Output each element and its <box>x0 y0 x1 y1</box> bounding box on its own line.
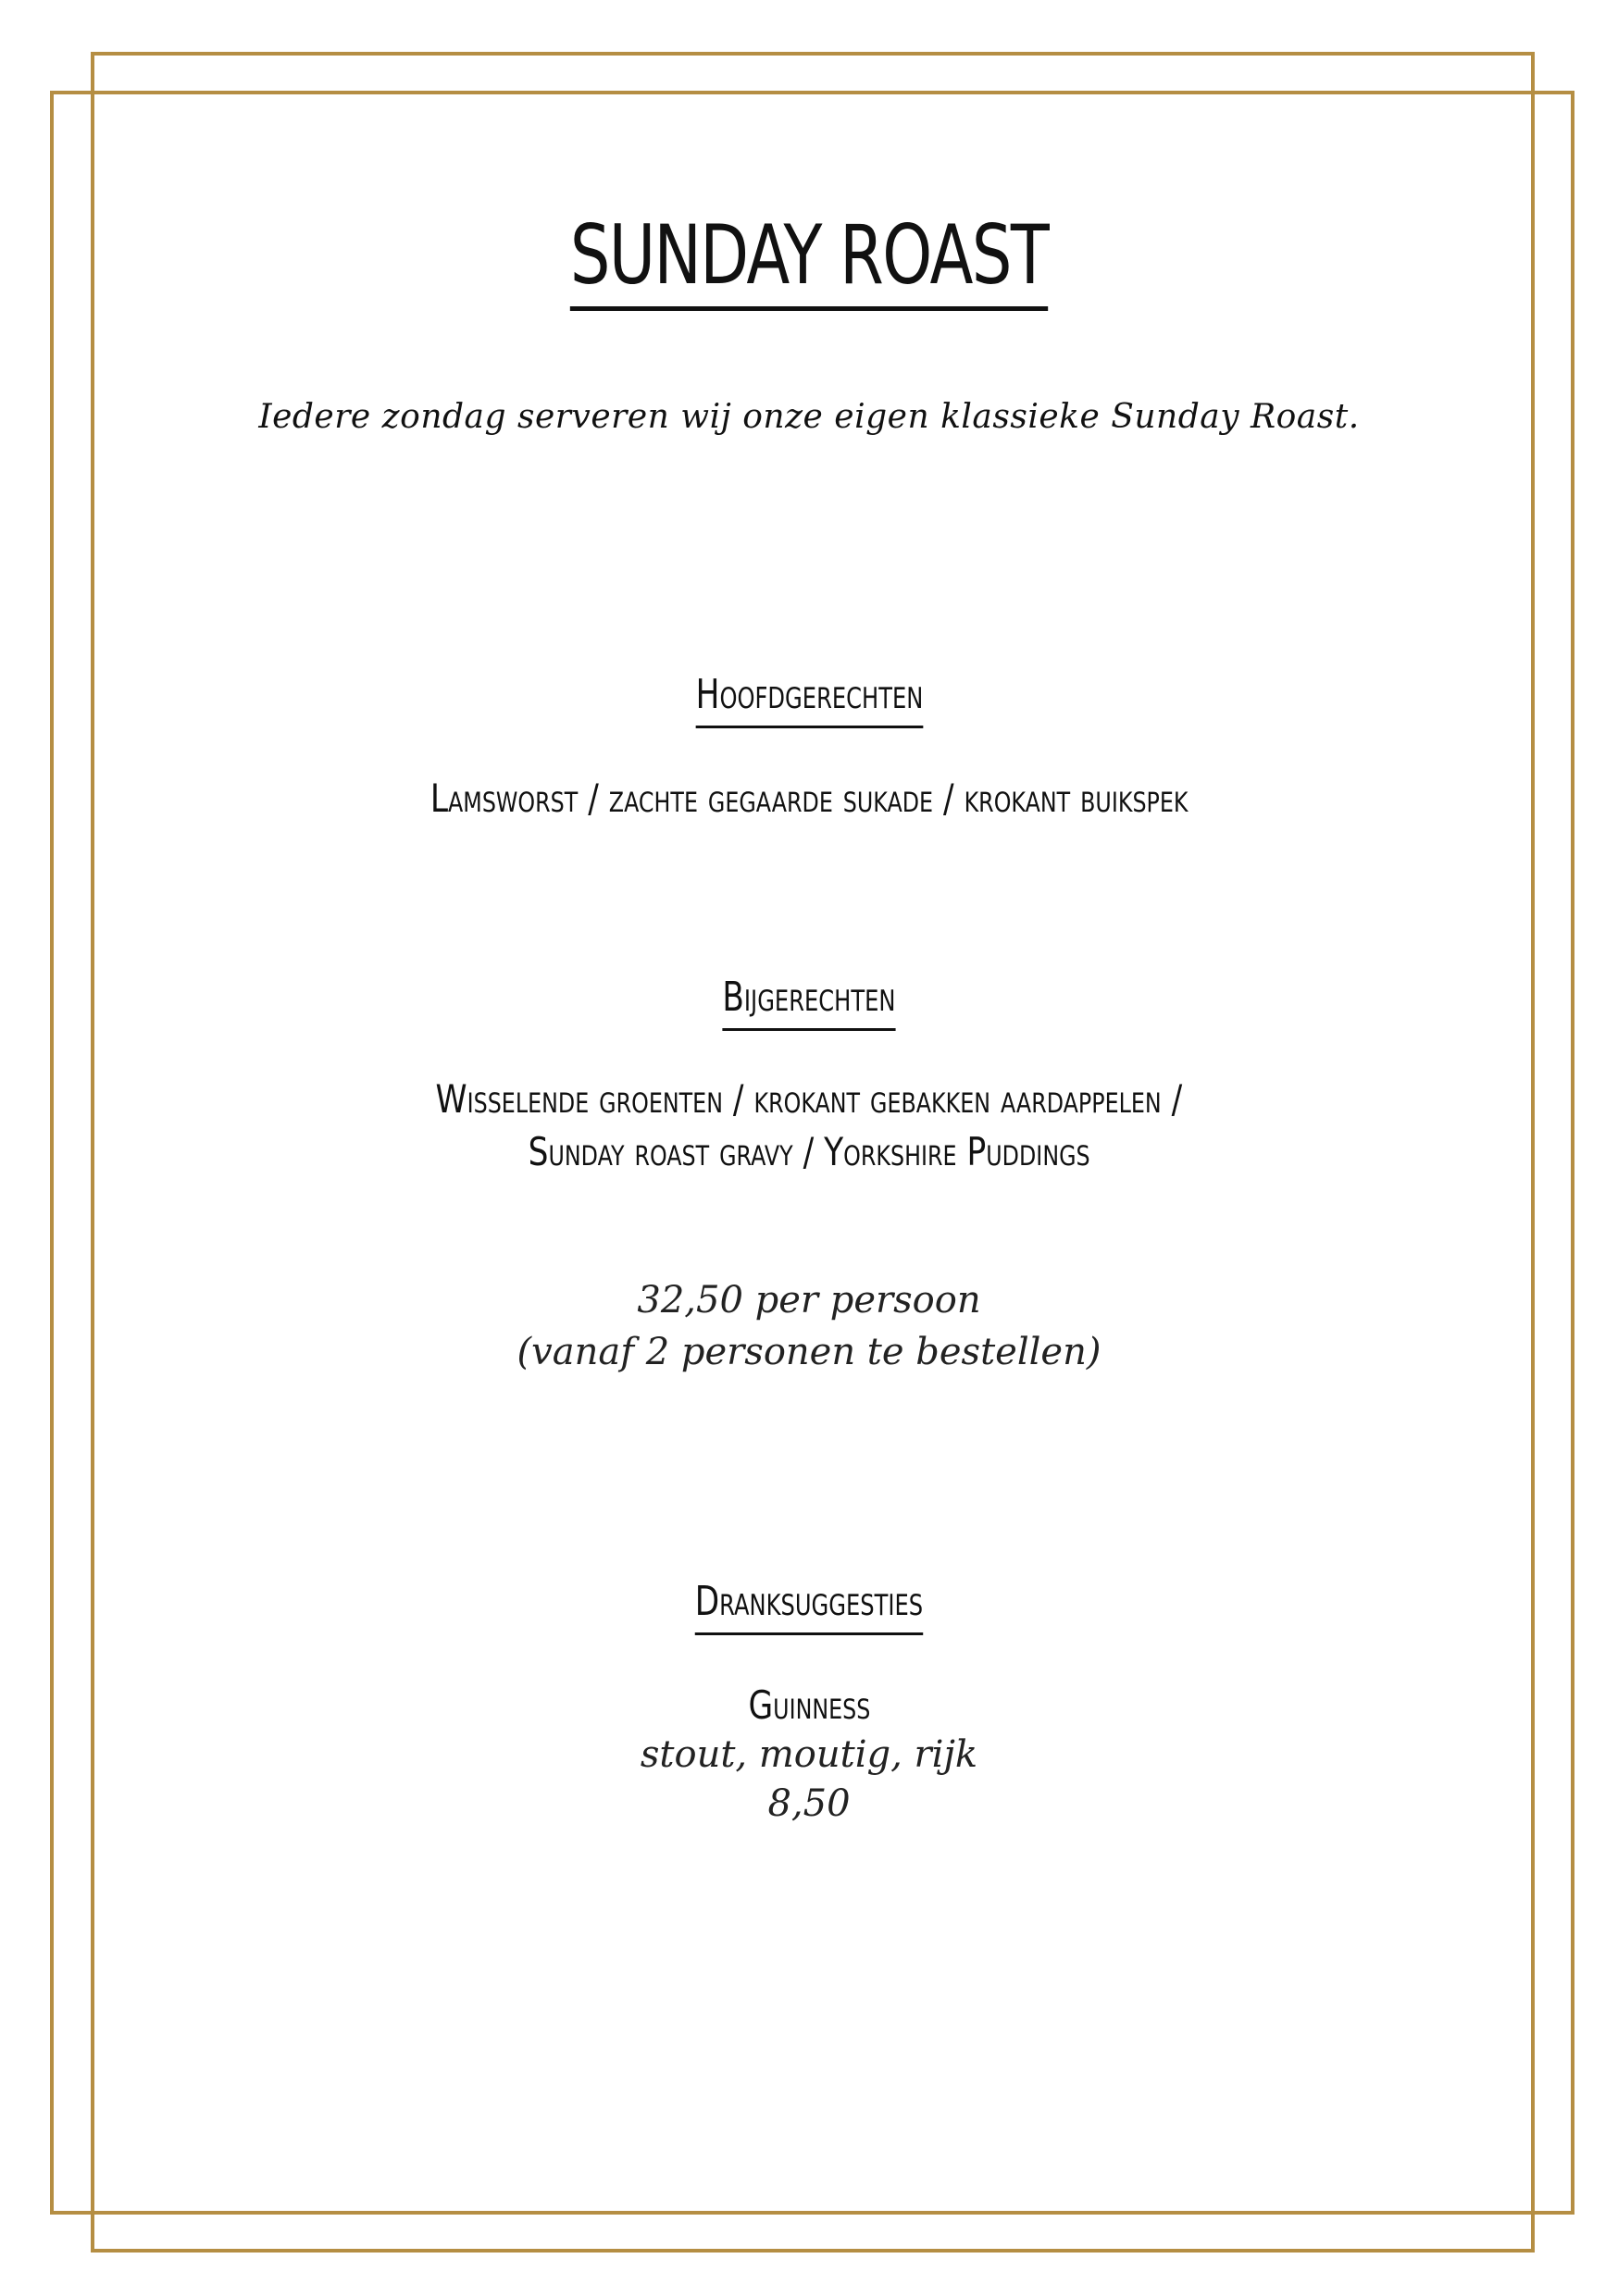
section-heading-main-courses-text: Hoofdgerechten <box>695 671 923 728</box>
drink-name-text: Guinness <box>748 1682 870 1728</box>
menu-intro: Iedere zondag serveren wij onze eigen klassieke Sunday Roast. <box>258 398 1360 436</box>
drink-price: 8,50 <box>767 1782 851 1825</box>
side-dishes-line-1-text: Wisselende groenten / krokant gebakken aardappelen / <box>435 1076 1183 1122</box>
menu-title <box>0 207 1618 311</box>
price-per-person: 32,50 per persoon <box>637 1279 981 1322</box>
main-courses-line <box>0 776 1618 821</box>
section-heading-main-courses <box>0 671 1618 728</box>
drink-name <box>0 1682 1618 1728</box>
section-heading-drinks-text: Dranksuggesties <box>695 1578 923 1635</box>
section-heading-side-dishes <box>0 974 1618 1031</box>
menu-title-text: SUNDAY ROAST <box>570 211 1048 311</box>
drink-description: stout, moutig, rijk <box>640 1733 978 1776</box>
main-courses-line-text: Lamsworst / zachte gegaarde sukade / krokant buikspek <box>429 776 1189 821</box>
section-heading-side-dishes-text: Bijgerechten <box>722 974 895 1031</box>
section-heading-drinks <box>0 1578 1618 1635</box>
side-dishes-line-1 <box>0 1076 1618 1122</box>
side-dishes-line-2 <box>0 1129 1618 1174</box>
price-note: (vanaf 2 personen te bestellen) <box>517 1331 1101 1373</box>
side-dishes-line-2-text: Sunday roast gravy / Yorkshire Puddings <box>528 1129 1090 1174</box>
